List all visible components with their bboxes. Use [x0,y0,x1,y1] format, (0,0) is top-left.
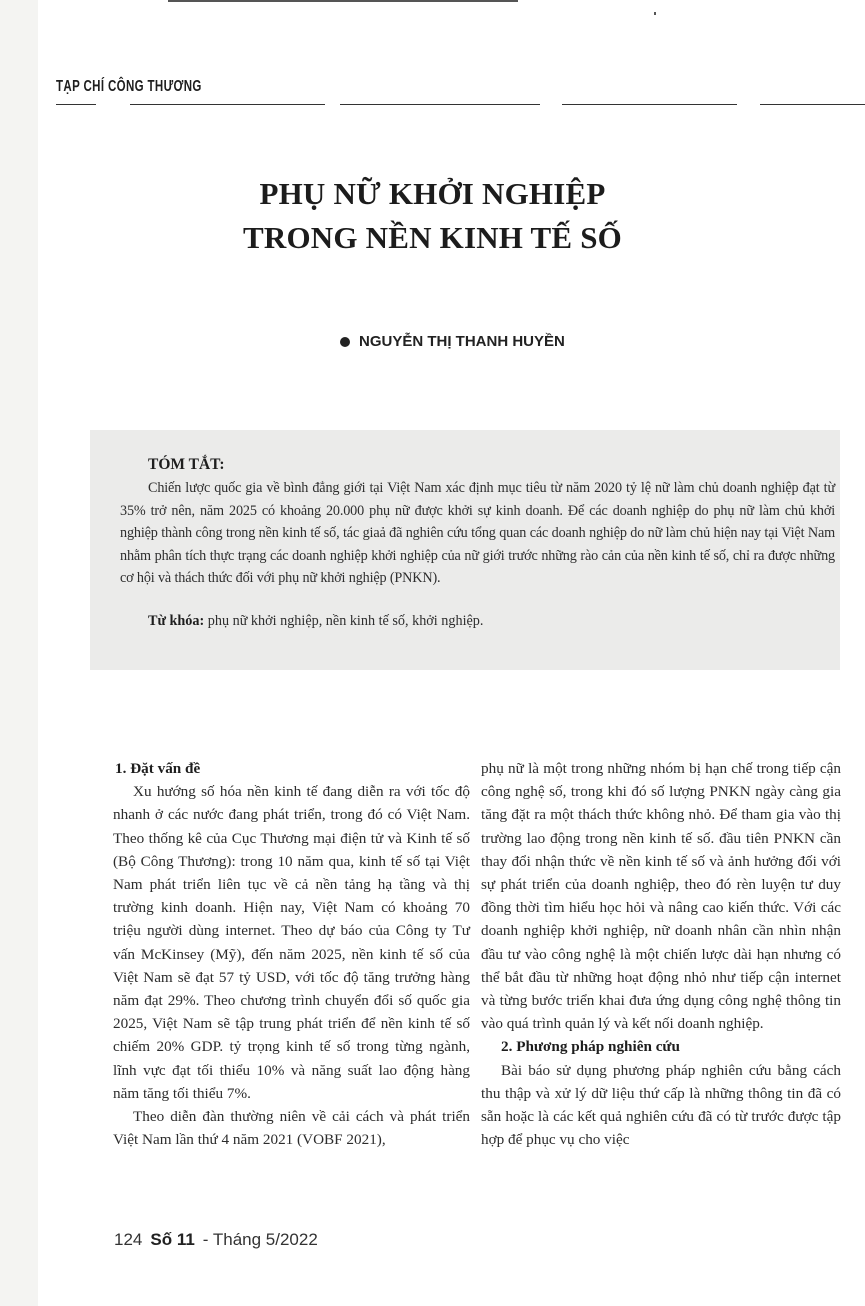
header-rule [56,104,96,105]
body-column-left [113,757,470,1151]
paragraph: Xu hướng số hóa nền kinh tế đang diễn ra với tốc độ nhanh ở các nước đang phát triển, trong đó có Việt Nam. Theo thống kê của Cục Thương mại điện tử và Kinh tế số (Bộ Công Thương): trong 10 năm qua, kinh tế số tại Việt Nam phát triển liên tục về cả nền tảng hạ tầng và thị trường kinh doanh. Hiện nay, Việt Nam có khoảng 70 triệu người dùng internet. Theo dự báo của Công ty Tư vấn McKinsey (Mỹ), đến năm 2025, nền kinh tế số của Việt Nam sẽ đạt 57 tỷ USD, với tốc độ tăng trưởng hàng năm đạt 29%. Theo chương trình chuyển đổi số quốc gia 2025, Việt Nam sẽ tập trung phát triển để nền kinh tế số chiếm 20% GDP. tỷ trọng kinh tế số trong từng ngành, lĩnh vực đạt tối thiểu 10% và năng suất lao động hàng năm tăng tối thiểu 7%. [113,783,470,1102]
abstract-text: Chiến lược quốc gia về bình đẳng giới tại Việt Nam xác định mục tiêu từ năm 2020 tỷ lệ nữ làm chủ doanh nghiệp đạt từ 35% trở nên, năm 2025 có khoảng 20.000 phụ nữ được khởi sự kinh doanh. Để các doanh nghiệp do phụ nữ làm chủ khởi nghiệp thành công trong nền kinh tế số, tác giaả đã nghiên cứu tổng quan các doanh nghiệp do nữ làm chủ hiện nay tại Việt Nam nhằm phân tích thực trạng các doanh nghiệp khởi nghiệp của nữ giới trước những rào cản của nền kinh tế số, chỉ ra được những cơ hội và thách thức đối với phụ nữ khởi nghiệp (PNKN). [120,480,835,587]
bullet-icon [340,337,350,347]
header-rule [562,104,737,105]
section-heading-1: 1. Đặt vấn đề [115,760,201,777]
section-heading-2: 2. Phương pháp nghiên cứu [501,1038,680,1056]
page-number: 124 [114,1230,143,1249]
journal-name: TẠP CHÍ CÔNG THƯƠNG [56,78,202,95]
abstract-box [90,430,840,670]
paragraph-continued: phụ nữ là một trong những nhóm bị hạn chế trong tiếp cận công nghệ số, trong khi đó số lượng PNKN ngày càng gia tăng đặt ra một thách thức không nhỏ. Để tham gia vào thị trường lao động trong nền kinh tế số. đầu tiên PNKN cần thay đổi nhận thức về nền kinh tế số và ảnh hưởng đối với sự phát triển của doanh nghiệp, theo đó rèn luyện tư duy đồng thời tìm hiểu học hỏi và nâng cao kiến thức. Với các doanh nghiệp khởi nghiệp, nữ doanh nhân cần nhìn nhận đầu tư vào công nghệ là một chiến lược dài hạn nhưng có thể bắt đầu từ những hoạt động nhỏ như tiếp cận internet và từng bước triển khai đưa ứng dụng công nghệ thông tin vào quá trình quản lý và kết nối doanh nghiệp. [481,760,841,1033]
keywords-list: phụ nữ khởi nghiệp, nền kinh tế số, khởi nghiệp. [207,613,484,629]
article-title-line-1: PHỤ NỮ KHỞI NGHIỆP [259,176,606,211]
paragraph [113,1105,470,1151]
author-name: NGUYỄN THỊ THANH HUYỀN [359,333,565,350]
page-footer [114,1230,318,1250]
issue-number: Số 11 [150,1230,195,1249]
header-rule [340,104,540,105]
issue-date: - Tháng 5/2022 [202,1230,318,1249]
header-rule [130,104,325,105]
scan-speck [654,12,656,15]
header-rule [760,104,865,105]
article-title-line-2: TRONG NỀN KINH TẾ SỐ [243,220,622,255]
top-rule [168,0,518,2]
keywords [148,613,483,630]
article-title [0,172,865,260]
abstract-heading: TÓM TẮT: [148,456,225,473]
paragraph-text: Theo diễn đàn thường niên về cải cách và phát [133,1108,437,1126]
keywords-label: Từ khóa: [148,613,205,629]
author-byline [340,333,565,350]
body-column-right [481,757,841,1151]
paragraph: Bài báo sử dụng phương pháp nghiên cứu bằng cách thu thập và xử lý dữ liệu thứ cấp là những thông tin đã có sẵn hoặc là các kết quả nghiên cứu đã có từ trước được tập hợp để phục vụ cho việc [481,1061,841,1149]
paragraph-text: triển Việt Nam lần thứ 4 năm 2021 (VOBF 2021), [113,1108,471,1149]
